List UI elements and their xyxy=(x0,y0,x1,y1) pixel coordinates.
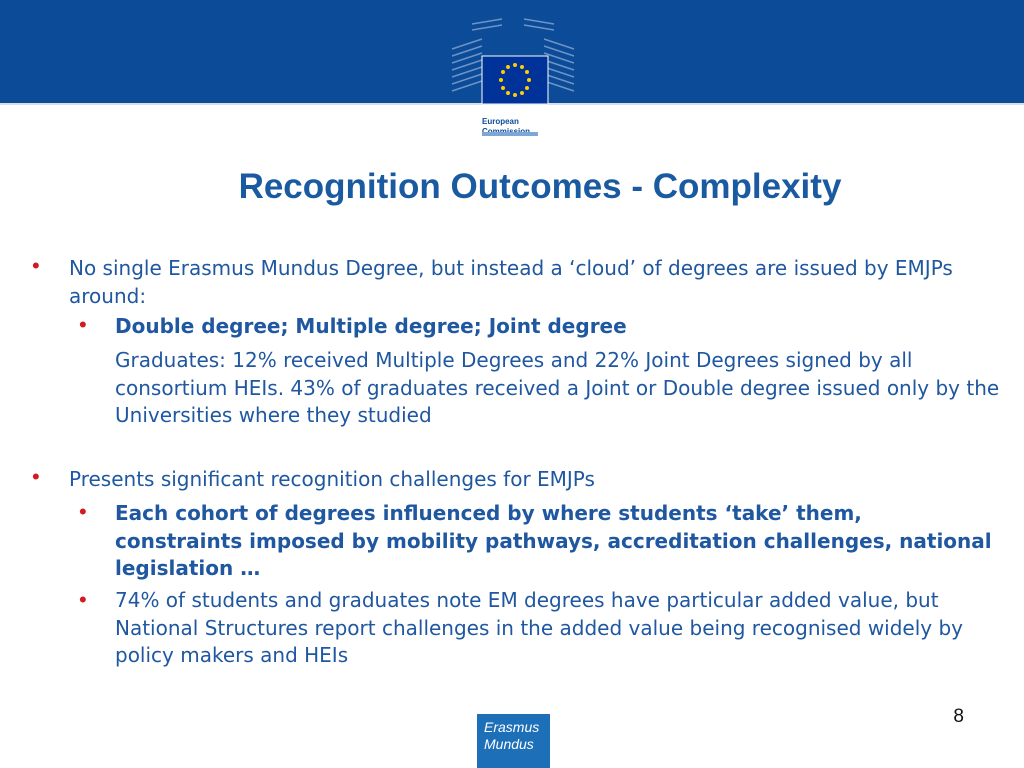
sub-bullet-dot: • xyxy=(79,312,87,337)
erasmus-mundus-logo xyxy=(477,714,550,768)
bullet-2-text: Presents significant recognition challenges for EMJPs xyxy=(69,467,595,491)
erasmus-mundus-logo-line-1: Erasmus xyxy=(484,719,540,735)
sub-bullet-dot: • xyxy=(79,587,87,612)
bullet-dot: • xyxy=(32,464,40,489)
sub-bullet-2-1-text: Each cohort of degrees influenced by where students ‘take’ them, constraints imposed by mobility pathways, accreditation challenges, national legislation … xyxy=(115,501,992,580)
page-number: 8 xyxy=(953,706,964,727)
bullet-1-text: No single Erasmus Mundus Degree, but instead a ‘cloud’ of degrees are issued by EMJPs around: xyxy=(69,256,953,308)
erasmus-mundus-logo-line-2: Mundus xyxy=(484,736,534,752)
sub-bullet-dot: • xyxy=(79,499,87,524)
sub-paragraph-1-2-text: Graduates: 12% received Multiple Degrees and 22% Joint Degrees signed by all consortium HEIs. 43% of graduates received a Joint or Double degree issued only by the Universities where they studied xyxy=(115,348,1000,427)
bullet-dot: • xyxy=(32,253,40,278)
sub-bullet-2-2-text: 74% of students and graduates note EM degrees have particular added value, but National Structures report challenges in the added value being recognised widely by policy makers and HEIs xyxy=(115,588,964,667)
sub-bullet-1-1-text: Double degree; Multiple degree; Joint degree xyxy=(115,314,627,338)
slide-title: Recognition Outcomes - Complexity xyxy=(238,167,842,206)
european-commission-label: European xyxy=(482,117,519,126)
